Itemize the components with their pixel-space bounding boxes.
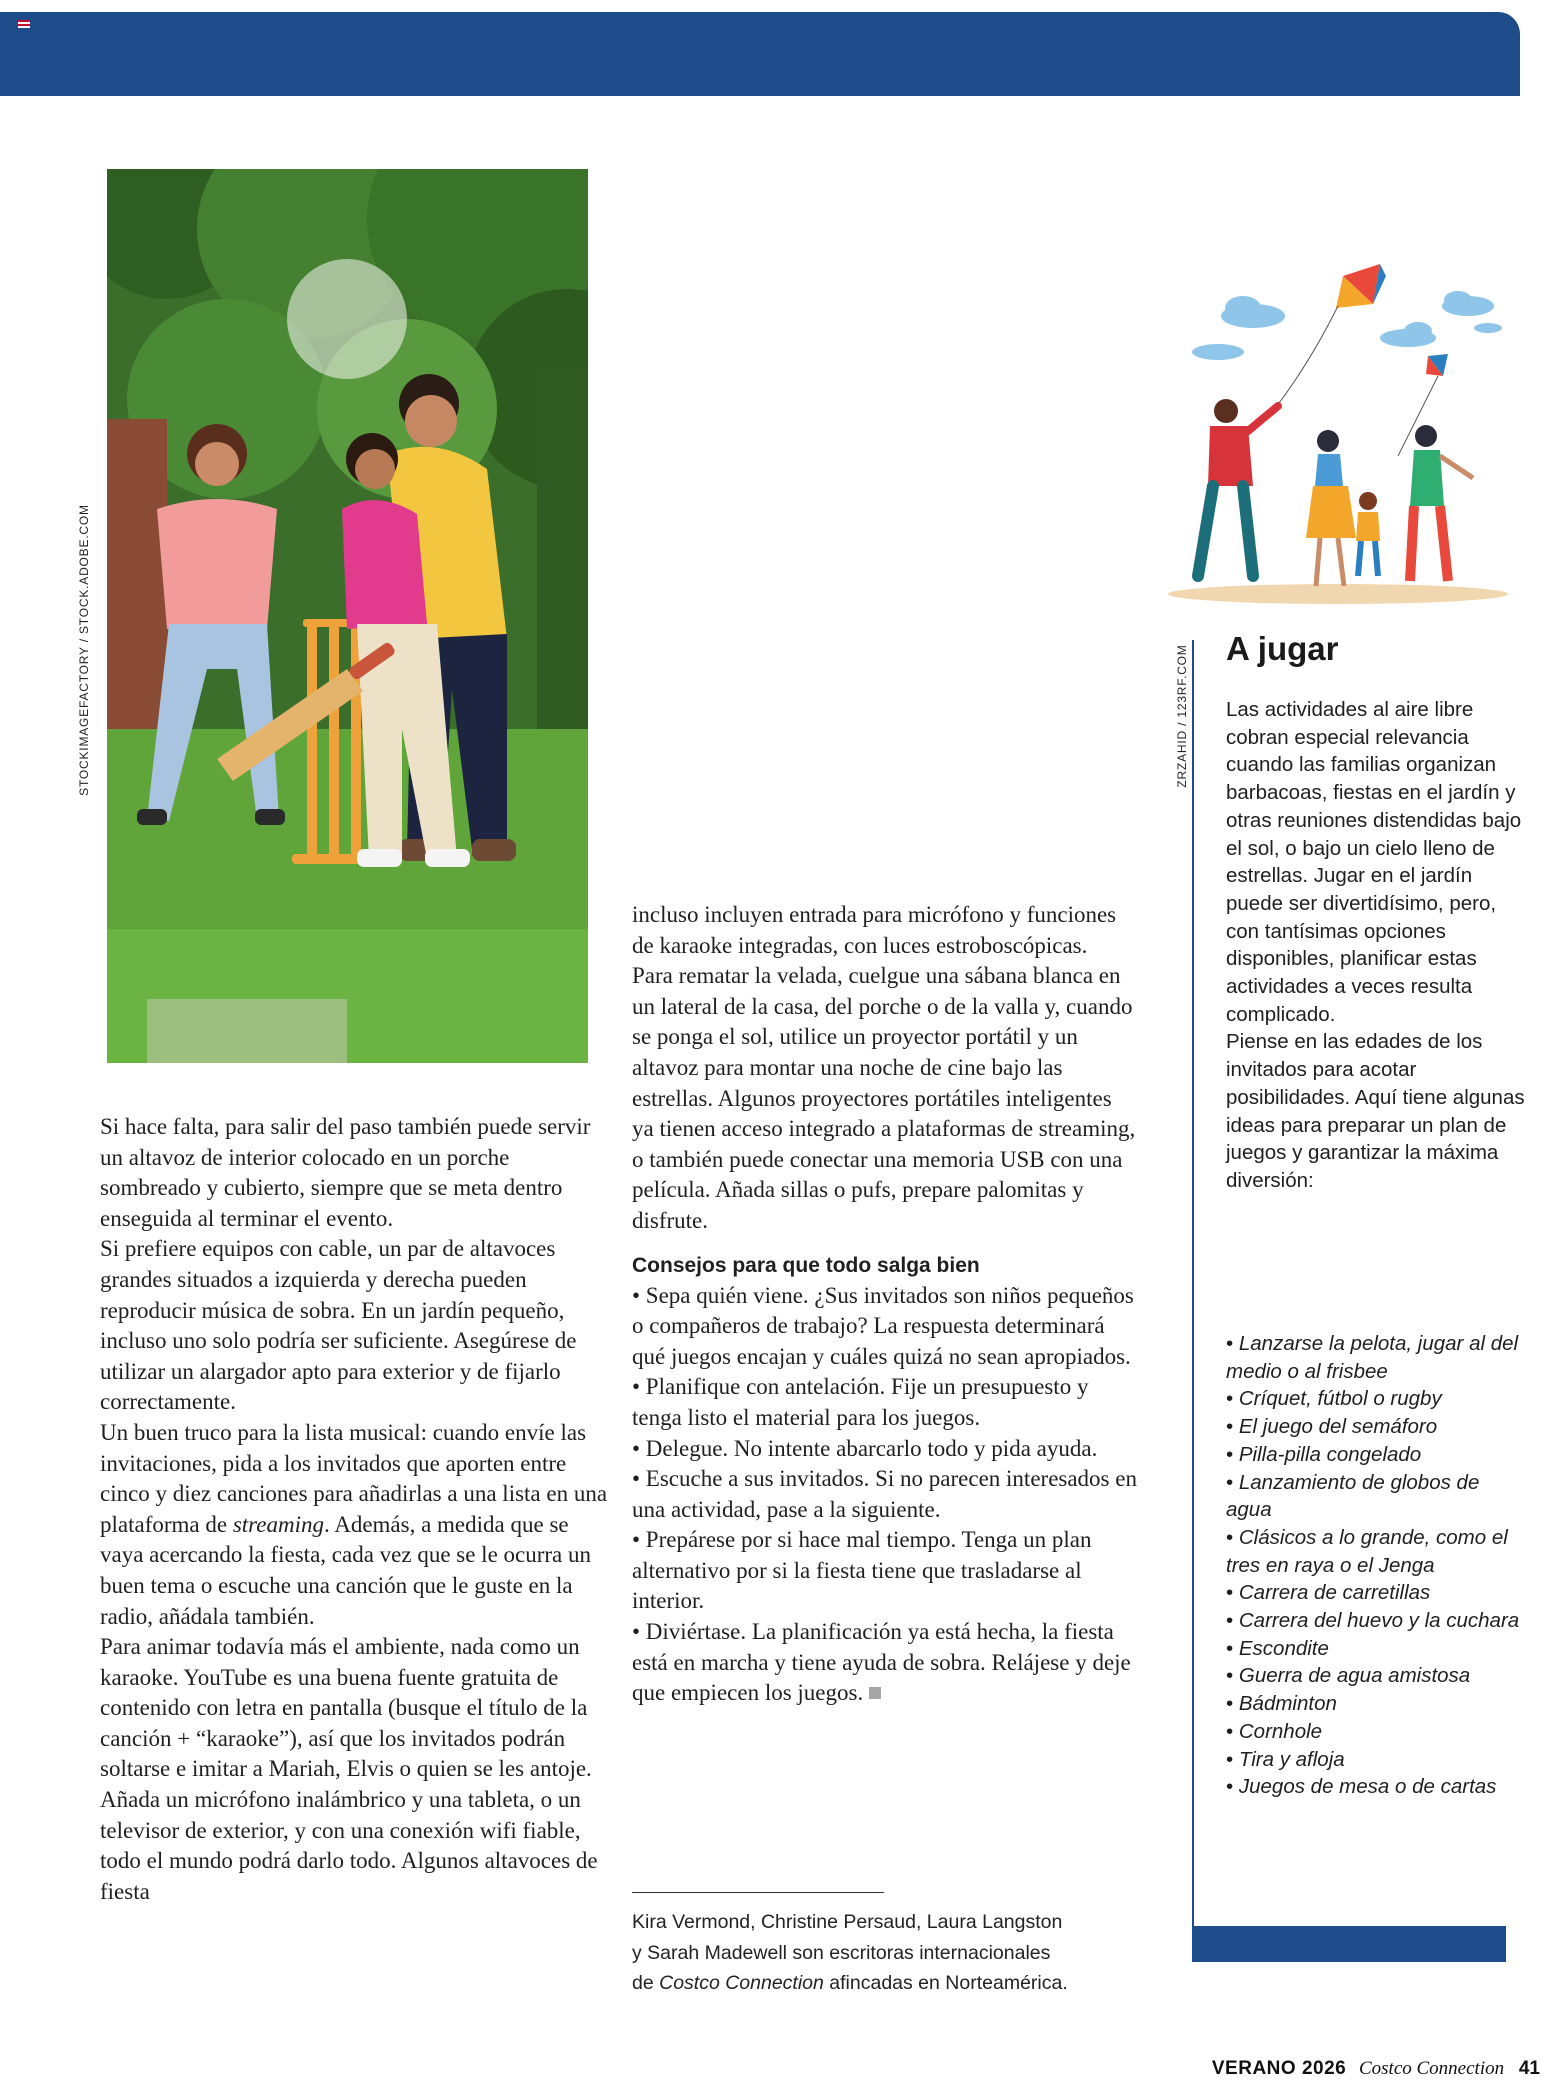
game-item: • Tira y afloja [1226, 1746, 1526, 1774]
sidebar-paragraph: Las actividades al aire libre cobran especial relevancia cuando las familias organizan barbacoas, fiestas en el jardín y otras reuniones distendidas bajo el sol, o bajo un cielo lleno de estrellas. Jugar en el jardín puede ser divertidísimo, pero, con tantísimas opciones disponibles, planificar estas actividades a veces resulta complicado. [1226, 698, 1522, 1026]
article-column-2 [632, 900, 1138, 1709]
sidebar-bottom-bar [1192, 1926, 1506, 1962]
author-divider [632, 1892, 884, 1893]
tip-item: • Diviértase. La planificación ya está hecha, la fiesta está en marcha y tiene ayuda de sobra. Relájese y deje que empiecen los juegos. [632, 1619, 1131, 1706]
game-item: • Carrera del huevo y la cuchara [1226, 1607, 1526, 1635]
game-item: • Cornhole [1226, 1718, 1526, 1746]
magazine-title: Costco Connection [1358, 2058, 1505, 2079]
tip-item: • Delegue. No intente abarcarlo todo y pida ayuda. [632, 1435, 1098, 1461]
game-item: • Críquet, fútbol o rugby [1226, 1385, 1526, 1413]
photo-credit: STOCKIMAGEFACTORY / STOCK.ADOBE.COM [77, 504, 91, 796]
page-number: 41 [1518, 2058, 1540, 2079]
game-item: • Clásicos a lo grande, como el tres en raya o el Jenga [1226, 1524, 1526, 1579]
game-item: • Juegos de mesa o de cartas [1226, 1773, 1526, 1801]
game-item: • Guerra de agua amistosa [1226, 1662, 1526, 1690]
magazine-name: Costco Connection [659, 1972, 824, 1994]
paragraph: Si prefiere equipos con cable, un par de altavoces grandes situados a izquierda y derecha pueden reproducir música de sobra. En un jardín pequeño, incluso uno solo podría ser suficiente. Asegúrese de utilizar un alargador apto para exterior y de fijarlo correctamente. [100, 1236, 577, 1415]
family-cricket-photo [107, 169, 588, 1063]
sidebar-border [1192, 640, 1194, 1936]
game-item: • El juego del semáforo [1226, 1413, 1526, 1441]
tip-item: • Planifique con antelación. Fije un presupuesto y tenga listo el material para los juegos. [632, 1374, 1089, 1430]
tip-item: • Escuche a sus invitados. Si no parecen interesados en una actividad, pase a la siguiente. [632, 1466, 1137, 1522]
sidebar-paragraph: Piense en las edades de los invitados para acotar posibilidades. Aquí tiene algunas ideas para preparar un plan de juegos y garantizar la máxima diversión: [1226, 1030, 1525, 1192]
sidebar-title: A jugar [1226, 630, 1339, 667]
flag-icon [18, 20, 30, 28]
game-item: • Pilla-pilla congelado [1226, 1441, 1526, 1469]
article-column-1 [100, 1112, 608, 1907]
subheading: Consejos para que todo salga bien [632, 1253, 980, 1277]
paragraph: incluso incluyen entrada para micrófono y funciones de karaoke integradas, con luces estroboscópicas. [632, 902, 1117, 958]
game-item: • Lanzamiento de globos de agua [1226, 1469, 1526, 1524]
kite-family-illustration [1158, 256, 1518, 611]
game-item: • Lanzarse la pelota, jugar al del medio o al frisbee [1226, 1330, 1526, 1385]
paragraph: Para rematar la velada, cuelgue una sábana blanca en un lateral de la casa, del porche o de la valla y, cuando se ponga el sol, utilice un proyector portátil y un altavoz para montar una noche de cine bajo las estrellas. Algunos proyectores portátiles inteligentes ya tienen acceso integrado a plataformas de streaming, o también puede conectar una memoria USB con una película. Añada sillas o pufs, prepare palomitas y disfrute. [632, 963, 1136, 1233]
paragraph: Para animar todavía más el ambiente, nada como un karaoke. YouTube es una buena fuente gratuita de contenido con letra en pantalla (busque el título de la canción + “karaoke”), así que los invitados podrán soltarse e imitar a Mariah, Elvis o quien se les antoje. Añada un micrófono inalámbrico y una tableta, o un televisor de exterior, y con una conexión wifi fiable, todo el mundo podrá darlo todo. Algunos altavoces de fiesta [100, 1634, 598, 1904]
italic-term: streaming [232, 1511, 324, 1537]
tip-item: • Prepárese por si hace mal tiempo. Tenga un plan alternativo por si la fiesta tiene que trasladarse al interior. [632, 1527, 1092, 1614]
header-bar [0, 12, 1520, 96]
illustration-credit: ZRZAHID / 123RF.COM [1175, 644, 1189, 788]
sidebar-intro [1226, 696, 1526, 1195]
game-item: • Bádminton [1226, 1690, 1526, 1718]
author-bio: Kira Vermond, Christine Persaud, Laura Langston y Sarah Madewell son escritoras internacionales de Costco Connection afincadas en Norteamérica. [632, 1911, 1068, 1994]
issue-season: VERANO 2026 [1211, 2058, 1347, 2079]
page-footer [1212, 2058, 1540, 2080]
tip-item: • Sepa quién viene. ¿Sus invitados son niños pequeños o compañeros de trabajo? La respuesta determinará qué juegos encajan y cuáles quizá no sean apropiados. [632, 1282, 1134, 1369]
paragraph: Un buen truco para la lista musical: cuando envíe las invitaciones, pida a los invitados que aporten entre cinco y diez canciones para añadirlas a una lista en una plataforma de streaming. Además, a medida que se vaya acercando la fiesta, cada vez que se le ocurra un buen tema o escuche una canción que le guste en la radio, añádala también. [100, 1419, 608, 1629]
games-list [1226, 1330, 1526, 1801]
paragraph: Si hace falta, para salir del paso también puede servir un altavoz de interior colocado en un porche sombreado y cubierto, siempre que se meta dentro enseguida al terminar el evento. [100, 1114, 591, 1231]
game-item: • Carrera de carretillas [1226, 1579, 1526, 1607]
end-mark [869, 1687, 881, 1699]
game-item: • Escondite [1226, 1635, 1526, 1663]
